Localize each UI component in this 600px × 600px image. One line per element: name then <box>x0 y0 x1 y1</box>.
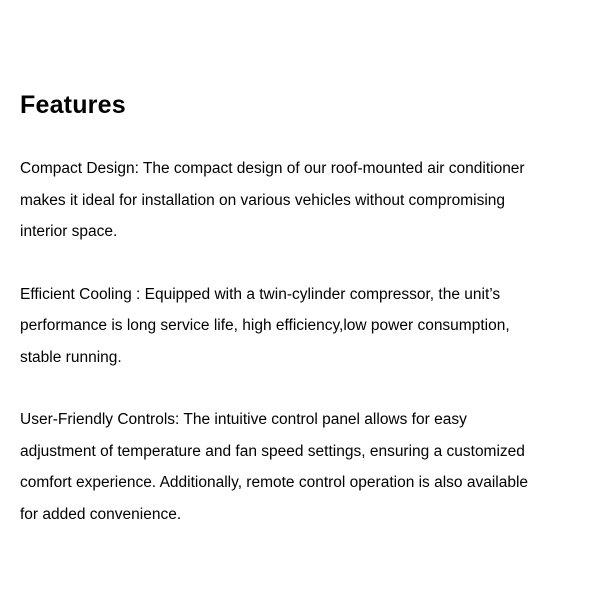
feature-line: comfort experience. Additionally, remote control operation is also available <box>20 474 529 491</box>
feature-line: Efficient Cooling : Equipped with a twin-cylinder compressor, the unit’s <box>20 285 501 303</box>
feature-line: interior space. <box>20 223 118 240</box>
page-title: Features <box>20 91 126 119</box>
feature-line: stable running. <box>20 348 122 366</box>
feature-user-friendly-controls <box>20 404 580 530</box>
feature-line: adjustment of temperature and fan speed settings, ensuring a customized <box>20 442 525 460</box>
feature-line: Compact Design: The compact design of our roof-mounted air conditioner <box>20 160 525 177</box>
feature-line: for added convenience. <box>20 505 182 523</box>
feature-line: performance is long service life, high efficiency,low power consumption, <box>20 317 510 334</box>
feature-compact-design <box>20 153 580 248</box>
document-body <box>20 89 580 530</box>
feature-line: User-Friendly Controls: The intuitive control panel allows for easy <box>20 411 467 428</box>
feature-efficient-cooling <box>20 279 580 374</box>
feature-line: makes it ideal for installation on various vehicles without compromising <box>20 191 506 209</box>
